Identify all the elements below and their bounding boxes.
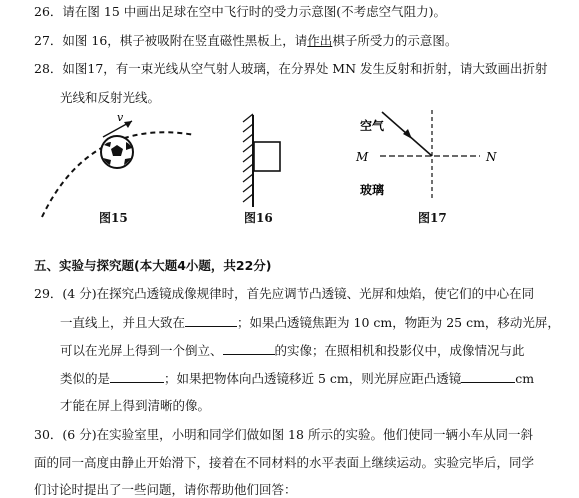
question-number: 28． bbox=[34, 61, 63, 76]
question-text: 一直线上，并且大致在 bbox=[60, 315, 186, 330]
question-text: 才能在屏上得到清晰的像。 bbox=[60, 398, 211, 413]
figure-16-label: 图16 bbox=[244, 211, 273, 225]
question-text: 类似的是 bbox=[60, 371, 111, 386]
question-29-line-4 bbox=[60, 370, 534, 387]
question-text: (6 分)在实验室里，小明和同学们做如图 18 所示的实验。他们使同一辆小车从同一斜 bbox=[62, 427, 533, 442]
section-5-heading: 五、实验与探究题(本大题4小题，共22分) bbox=[34, 258, 272, 273]
question-27 bbox=[34, 33, 457, 49]
underlined-text: 作出 bbox=[307, 33, 333, 48]
wall-hatching bbox=[243, 114, 253, 202]
question-text: (4 分)在探究凸透镜成像规律时，首先应调节凸透镜、光屏和烛焰，使它们的中心在同 bbox=[62, 286, 535, 301]
question-29 bbox=[34, 286, 534, 302]
figure-16-diagram bbox=[236, 112, 316, 212]
question-30-line-2 bbox=[34, 455, 534, 471]
chess-piece bbox=[254, 142, 280, 171]
question-30-line-3 bbox=[34, 482, 297, 498]
point-n-label: N bbox=[486, 150, 497, 164]
figure-17-diagram bbox=[350, 108, 520, 218]
question-29-line-2 bbox=[60, 314, 560, 331]
figure-15-label: 图15 bbox=[99, 211, 128, 225]
question-text: 如图 16，棋子被吸附在竖直磁性黑板上，请 bbox=[62, 33, 308, 48]
question-29-line-5 bbox=[60, 398, 210, 414]
soccer-ball-icon bbox=[101, 136, 133, 168]
question-number: 26． bbox=[34, 4, 63, 19]
question-29-line-3 bbox=[60, 342, 525, 359]
glass-label: 玻璃 bbox=[360, 183, 385, 197]
velocity-symbol: v bbox=[117, 111, 124, 124]
question-text: ；如果把物体向凸透镜移近 5 cm，则光屏应距凸透镜 bbox=[164, 371, 462, 386]
question-30 bbox=[34, 427, 533, 443]
point-m-label: M bbox=[356, 150, 369, 164]
answer-blank[interactable] bbox=[110, 370, 164, 383]
incident-ray-arrowhead bbox=[403, 129, 412, 139]
question-text: 光线和反射光线。 bbox=[60, 90, 161, 105]
answer-blank[interactable] bbox=[461, 370, 515, 383]
question-text: 面的同一高度由静止开始滑下，接着在不同材料的水平表面上继续运动。实验完毕后，同学 bbox=[34, 455, 535, 470]
question-28-continued bbox=[60, 90, 160, 106]
figure-17-label: 图17 bbox=[418, 211, 447, 225]
question-text: 的实像；在照相机和投影仪中，成像情况与此 bbox=[274, 343, 525, 358]
question-text: 棋子所受力的示意图。 bbox=[332, 33, 458, 48]
question-text: 请在图 15 中画出足球在空中飞行时的受力示意图(不考虑空气阻力)。 bbox=[62, 4, 447, 19]
question-number: 29． bbox=[34, 286, 63, 301]
question-26 bbox=[34, 4, 446, 20]
question-number: 30． bbox=[34, 427, 63, 442]
air-label: 空气 bbox=[360, 119, 385, 133]
unit-text: cm bbox=[515, 371, 535, 386]
question-text: 可以在光屏上得到一个倒立、 bbox=[60, 343, 223, 358]
question-number: 27． bbox=[34, 33, 63, 48]
answer-blank[interactable] bbox=[185, 314, 237, 327]
question-text: ；如果凸透镜焦距为 10 cm，物距为 25 cm，移动光屏， bbox=[237, 315, 560, 330]
answer-blank[interactable] bbox=[223, 342, 275, 355]
figure-15-diagram bbox=[40, 105, 230, 225]
question-text: 如图17，有一束光线从空气射人玻璃，在分界处 MN 发生反射和折射，请大致画出折射 bbox=[62, 61, 548, 76]
question-text: 们讨论时提出了一些问题，请你帮助他们回答： bbox=[34, 482, 297, 497]
question-28 bbox=[34, 61, 548, 77]
